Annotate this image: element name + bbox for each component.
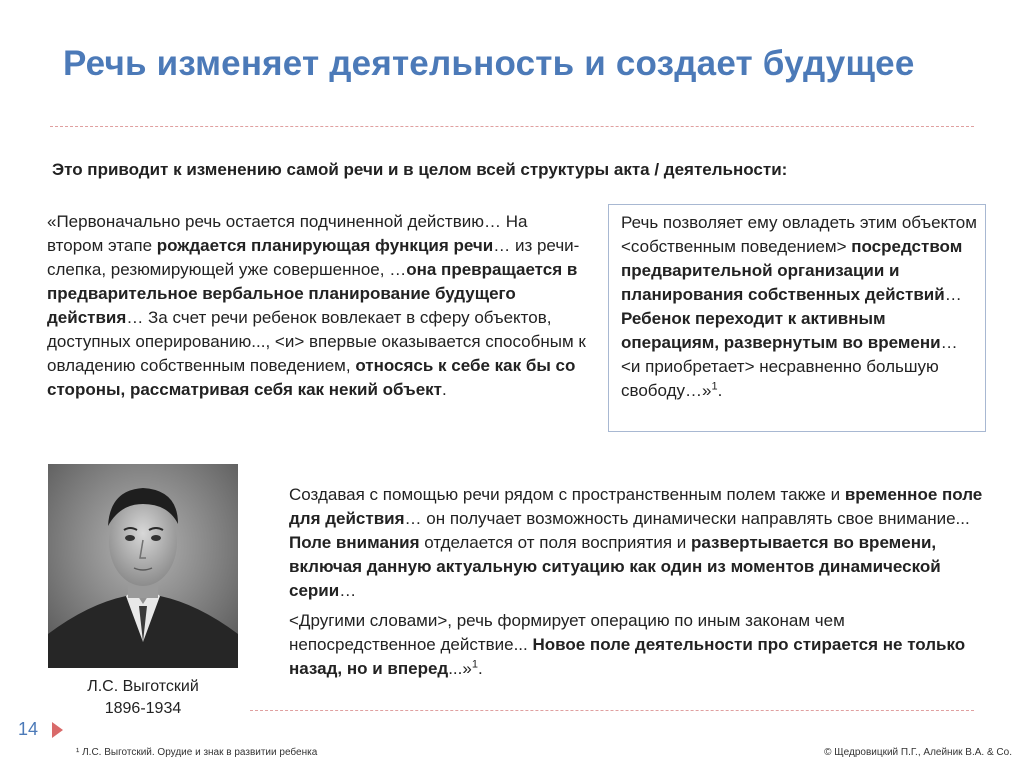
right-box-text-1: Речь позволяет ему овладеть этим объектом <собственным поведением> [621, 213, 977, 256]
right-box-text-4: . [717, 381, 723, 400]
left-quote-text-1: «Первоначально речь остается подчиненной действию… На втором этапе [47, 212, 528, 255]
page-arrow-icon [52, 722, 63, 738]
portrait-caption [48, 676, 238, 720]
bottom-p1-text-3: отделается от поля восприятия и [419, 533, 691, 552]
right-box-bold-1: посредством предварительной организации и планирования собственных действий [621, 237, 963, 304]
portrait-name: Л.С. Выготский [87, 678, 199, 695]
bottom-p2-bold-1: Новое поле деятельности про стирается не только назад, но и вперед [289, 635, 966, 678]
slide-subtitle: Это приводит к изменению самой речи и в целом всей структуры акта / деятельности: [52, 160, 788, 179]
left-quote-text-4: . [441, 380, 447, 399]
bottom-p2-text-1: <Другими словами>, речь формирует операцию по иным законам чем непосредственное действие... [289, 611, 845, 654]
bottom-p1-bold-1: временное поле для действия [289, 485, 983, 528]
bottom-p1-text-4: … [339, 581, 357, 600]
right-box-bold-2: Ребенок переходит к активным операциям, развернутым во времени [621, 309, 941, 352]
bottom-p1-bold-3: развертывается во времени, включая данную актуальную ситуацию как один из моментов динамической серии [289, 533, 941, 600]
bottom-p2-text-3: . [477, 659, 483, 678]
bottom-paragraph-1 [289, 483, 989, 603]
portrait-years: 1896-1934 [104, 700, 182, 717]
right-quote-box [608, 204, 986, 432]
footnote-marker: 1 [711, 380, 718, 393]
bottom-divider [250, 710, 974, 711]
right-box-text-3: … <и приобретает> несравненно большую свободу…» [621, 333, 958, 400]
page-number: 14 [18, 719, 39, 739]
left-quote-text-2: … из речи-слепка, резюмирующей уже совершенное, … [47, 236, 580, 279]
left-quote-text-3: … За счет речи ребенок вовлекает в сферу объектов, доступных оперированию..., <и> впервые оказывается способным к овладению собственным поведением, [47, 308, 586, 375]
left-quote-bold-3: относясь к себе как бы со стороны, рассматривая себя как некий объект [47, 356, 576, 399]
footnote: ¹ Л.С. Выготский. Орудие и знак в развитии ребенка [76, 747, 318, 758]
bottom-p2-text-2: ...» [448, 659, 472, 678]
bottom-p1-text-1: Создавая с помощью речи рядом с пространственным полем также и [289, 485, 845, 504]
left-quote-bold-1: рождается планирующая функция речи [156, 236, 494, 255]
bottom-p1-text-2: … он получает возможность динамически направлять свое внимание... [404, 509, 970, 528]
bottom-paragraph-2 [289, 609, 989, 681]
right-box-text-2: … [944, 285, 962, 304]
portrait-photo [48, 464, 238, 668]
top-divider [50, 126, 974, 127]
bottom-p1-bold-2: Поле внимания [289, 533, 420, 552]
slide-title: Речь изменяет деятельность и создает будущее [63, 44, 915, 83]
left-quote-bold-2: она превращается в предварительное вербальное планирование будущего действия [47, 260, 578, 327]
left-quote [47, 210, 587, 402]
vygotsky-portrait [48, 464, 238, 668]
copyright: © Щедровицкий П.Г., Алейник В.А. & Co. [824, 747, 1012, 758]
footnote-marker: 1 [471, 658, 478, 671]
